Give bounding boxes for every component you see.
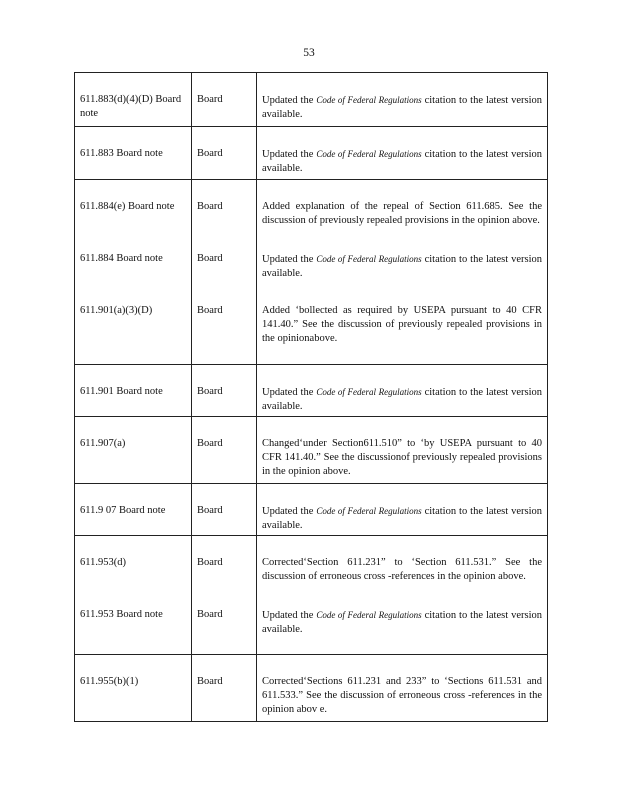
description-cell: Updated the Code of Federal Regulations citation to the latest version available. [262,506,542,531]
section-cell: 611.953 Board note [80,609,163,620]
description-cell: Added explanation of the repeal of Section 611.685. See the discussion of previously repealed provisions in the opinion above. [262,201,542,226]
table-row [75,484,548,536]
source-cell: Board [197,438,223,449]
description-cell: Corrected‘Section 611.231” to ‘Section 611.531.” See the discussion of erroneous cross -references in the opinion above. [262,557,542,582]
description-cell: Changed‘under Section611.510” to ‘by USEPA pursuant to 40 CFR 141.40.” See the discussionof previously repealed provisions in the opinion above. [262,438,542,477]
table-row [75,127,548,180]
source-cell: Board [197,201,223,212]
section-cell: 611.955(b)(1) [80,676,139,687]
description-cell: Updated the Code of Federal Regulations citation to the latest version available. [262,610,542,635]
description-cell: Updated the Code of Federal Regulations citation to the latest version available. [262,149,542,174]
table-row [75,365,548,417]
table-row [75,180,548,365]
source-cell: Board [197,609,223,620]
section-cell: 611.9 07 Board note [80,505,166,516]
description-cell: Updated the Code of Federal Regulations citation to the latest version available. [262,387,542,412]
table-row [75,73,548,127]
table-row [75,536,548,655]
section-cell: 611.907(a) [80,438,126,449]
section-cell: 611.884(e) Board note [80,201,175,212]
source-cell: Board [197,148,223,159]
section-cell: 611.953(d) [80,557,126,568]
description-cell: Corrected‘Sections 611.231 and 233” to ‘Sections 611.531 and 611.533.” See the discussion of erroneous cross -references in the opinion abov e. [262,676,542,715]
table-row [75,417,548,484]
source-cell: Board [197,557,223,568]
source-cell: Board [197,253,223,264]
section-cell: 611.883(d)(4)(D) Board note [80,94,182,119]
amendments-table [74,72,548,722]
source-cell: Board [197,386,223,397]
section-cell: 611.901 Board note [80,386,163,397]
source-cell: Board [197,505,223,516]
table-row [75,655,548,722]
source-cell: Board [197,676,223,687]
section-cell: 611.884 Board note [80,253,163,264]
source-cell: Board [197,305,223,316]
source-cell: Board [197,94,223,105]
page-number: 53 [303,47,315,59]
section-cell: 611.901(a)(3)(D) [80,305,153,316]
description-cell: Updated the Code of Federal Regulations citation to the latest version available. [262,95,542,120]
description-cell: Updated the Code of Federal Regulations citation to the latest version available. [262,254,542,279]
section-cell: 611.883 Board note [80,148,163,159]
description-cell: Added ‘bollected as required by USEPA pursuant to 40 CFR 141.40.” See the discussion of previously repealed provisions in the opinionabove. [262,305,542,344]
